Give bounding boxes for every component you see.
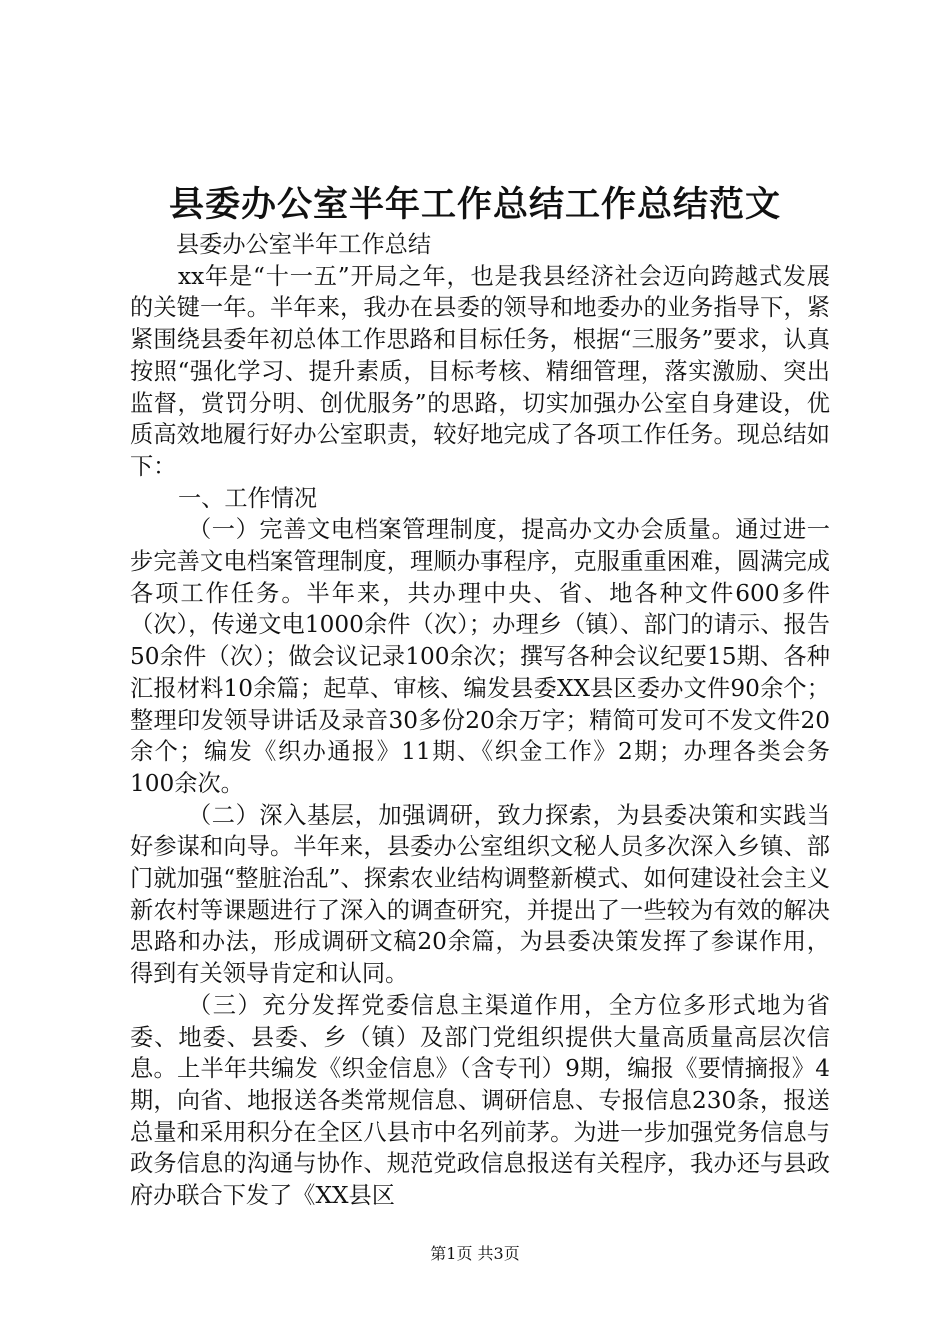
- body-paragraph-1: （一）完善文电档案管理制度，提高办文办会质量。通过进一步完善文电档案管理制度，理顺办事程序，克服重重困难，圆满完成各项工作任务。半年来，共办理中央、省、地各种文件600多件（次），传递文电1000余件（次）；办理乡（镇）、部门的请示、报告50余件（次）；做会议记录100余次；撰写各种会议纪要15期、各种汇报材料10余篇；起草、审核、编发县委XX县区委办文件90余个；整理印发领导讲话及录音30多份20余万字；精简可发可不发文件20余个；编发《织办通报》11期、《织金工作》2期；办理各类会务100余次。: [130, 516, 830, 797]
- document-body: [130, 229, 830, 1212]
- section-heading: 一、工作情况: [178, 484, 318, 512]
- body-paragraph-2: （二）深入基层，加强调研，致力探索，为县委决策和实践当好参谋和向导。半年来，县委办公室组织文秘人员多次深入乡镇、部门就加强“整脏治乱”、探索农业结构调整新模式、如何建设社会主义新农村等课题进行了深入的调查研究，并提出了一些较为有效的解决思路和办法，形成调研文稿20余篇，为县委决策发挥了参谋作用，得到有关领导肯定和认同。: [130, 801, 830, 988]
- document-title: 县委办公室半年工作总结工作总结范文: [168, 185, 781, 225]
- body-paragraph-3: （三）充分发挥党委信息主渠道作用，全方位多形式地为省委、地委、县委、乡（镇）及部门党组织提供大量高质量高层次信息。上半年共编发《织金信息》（含专刊）9期，编报《要情摘报》4期，向省、地报送各类常规信息、调研信息、专报信息230条，报送总量和采用积分在全区八县市中名列前茅。为进一步加强党务信息与政务信息的沟通与协作、规范党政信息报送有关程序，我办还与县政府办联合下发了《XX县区: [130, 991, 830, 1210]
- intro-paragraph: xx年是“十一五”开局之年，也是我县经济社会迈向跨越式发展的关键一年。半年来，我办在县委的领导和地委办的业务指导下，紧紧围绕县委年初总体工作思路和目标任务，根据“三服务”要求，认真按照“强化学习、提升素质，目标考核、精细管理，落实激励、突出监督，赏罚分明、创优服务”的思路，切实加强办公室自身建设，优质高效地履行好办公室职责，较好地完成了各项工作任务。现总结如下：: [130, 262, 830, 480]
- page-footer: 第1页 共3页: [430, 1244, 520, 1263]
- subtitle-paragraph: 县委办公室半年工作总结: [176, 231, 432, 258]
